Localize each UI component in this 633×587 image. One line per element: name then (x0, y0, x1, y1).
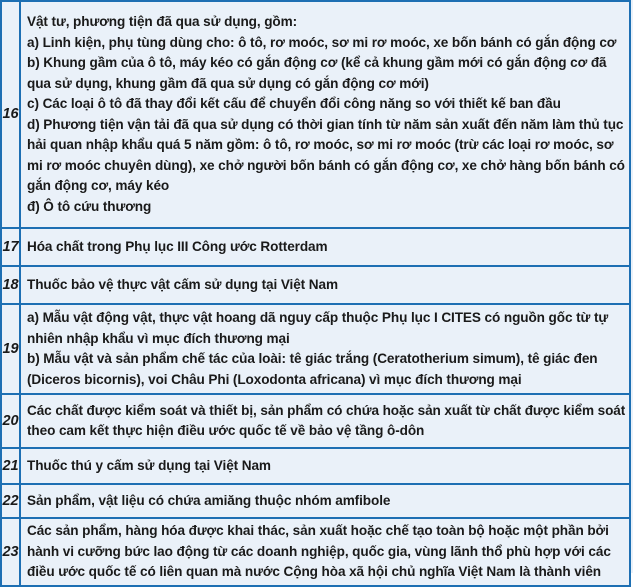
item-description (20, 266, 630, 304)
description-line: gắn động cơ, máy kéo (27, 178, 170, 193)
item-number: 16 (1, 1, 20, 228)
description-line: nhiên nhập khẩu vì mục đích thương mại (27, 330, 290, 346)
description-line: d) Phương tiện vận tải đã qua sử dụng có thời gian tính từ năm sản xuất đến năm làm thủ tục (27, 116, 624, 132)
description-line: Thuốc thú y cấm sử dụng tại Việt Nam (27, 457, 271, 473)
table-body (1, 1, 630, 586)
table-row (1, 394, 630, 448)
item-description (20, 484, 630, 518)
description-line: Các sản phẩm, hàng hóa được khai thác, sản xuất hoặc chế tạo toàn bộ hoặc một phần bởi (27, 523, 609, 538)
item-number: 18 (1, 266, 20, 304)
description-line: b) Khung gầm của ô tô, máy kéo có gắn động cơ (kể cả khung gầm mới có gắn động cơ đã (27, 55, 607, 70)
table-row (1, 518, 630, 586)
description-line: đ) Ô tô cứu thương (27, 198, 152, 214)
item-description (20, 304, 630, 394)
item-number: 19 (1, 304, 20, 394)
description-line: a) Mẫu vật động vật, thực vật hoang dã nguy cấp thuộc Phụ lục I CITES có nguồn gốc từ tự (27, 310, 609, 325)
description-line: Thuốc bảo vệ thực vật cấm sử dụng tại Việt Nam (27, 276, 338, 292)
item-number: 22 (1, 484, 20, 518)
description-line: c) Các loại ô tô đã thay đổi kết cấu để chuyển đổi công năng so với thiết kế ban đầu (27, 96, 561, 111)
item-number: 17 (1, 228, 20, 266)
description-line: điều ước quốc tế có liên quan mà nước Cộng hòa xã hội chủ nghĩa Việt Nam là thành viên (27, 564, 602, 579)
description-line: Hóa chất trong Phụ lục III Công ước Rotterdam (27, 238, 328, 254)
description-line: qua sử dụng, khung gầm đã qua sử dụng có gắn động cơ mới) (27, 75, 429, 91)
table-row (1, 484, 630, 518)
item-description (20, 518, 630, 586)
item-number: 21 (1, 448, 20, 484)
description-line: hải quan nhập khẩu quá 5 năm gồm: ô tô, rơ moóc, sơ mi rơ moóc (trừ các loại rơ moóc, sơ (27, 137, 614, 152)
description-line: theo cam kết thực hiện điều ước quốc tế về bảo vệ tầng ô-dôn (27, 423, 425, 438)
item-description (20, 1, 630, 228)
table-row (1, 448, 630, 484)
description-line: a) Linh kiện, phụ tùng dùng cho: ô tô, rơ moóc, sơ mi rơ moóc, xe bốn bánh có gắn động cơ (27, 34, 617, 50)
item-description (20, 448, 630, 484)
item-number: 23 (1, 518, 20, 586)
table-row (1, 228, 630, 266)
item-description (20, 394, 630, 448)
table-row (1, 266, 630, 304)
description-line: Sản phẩm, vật liệu có chứa amiăng thuộc nhóm amfibole (27, 492, 391, 508)
description-line: Các chất được kiểm soát và thiết bị, sản phẩm có chứa hoặc sản xuất từ chất được kiểm soát (27, 402, 625, 418)
description-line: Vật tư, phương tiện đã qua sử dụng, gồm: (27, 14, 298, 29)
description-line: mi rơ moóc chuyên dùng), xe chở người bốn bánh có gắn động cơ, xe chở hàng bốn bánh có (27, 157, 625, 173)
description-line: (Diceros bicornis), voi Châu Phi (Loxodonta africana) vì mục đích thương mại (27, 371, 522, 387)
table-row (1, 1, 630, 228)
table-row (1, 304, 630, 394)
description-line: hành vi cưỡng bức lao động từ các doanh nghiệp, quốc gia, vùng lãnh thổ phù hợp với các (27, 543, 611, 559)
item-description (20, 228, 630, 266)
item-number: 20 (1, 394, 20, 448)
description-line: b) Mẫu vật và sản phẩm chế tác của loài: tê giác trắng (Ceratotherium simum), tê giác đen (27, 351, 598, 366)
